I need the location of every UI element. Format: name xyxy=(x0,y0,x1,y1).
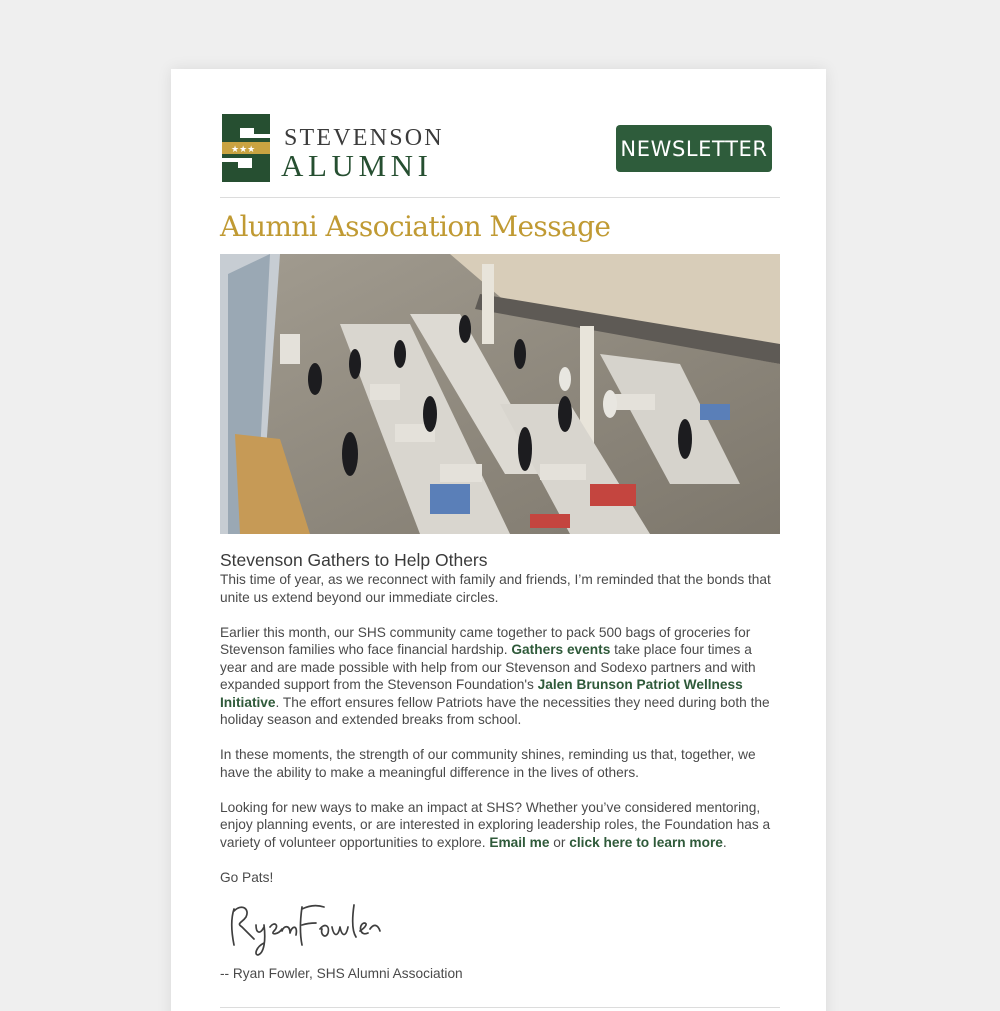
header-divider xyxy=(220,197,780,198)
email-me-link[interactable]: Email me xyxy=(489,834,550,850)
photo-illustration-icon xyxy=(220,254,780,534)
article-title: Stevenson Gathers to Help Others xyxy=(220,550,488,570)
signature-icon xyxy=(220,891,390,963)
paragraph-text: take place four times a year and are made possible with help from our Stevenson and Sodexo partners and with expanded support from the Stevenson Foundation's xyxy=(220,642,756,692)
signature-image xyxy=(220,891,780,963)
section-heading: Alumni Association Message xyxy=(220,210,611,243)
newsletter-badge: NEWSLETTER xyxy=(616,125,772,172)
paragraph-gathers xyxy=(220,624,780,729)
food-drive-photo xyxy=(220,254,780,534)
paragraph-community: In these moments, the strength of our community shines, reminding us that, together, we have the ability to make a meaningful difference in the lives of others. xyxy=(220,747,756,780)
closing-line: Go Pats! xyxy=(220,869,274,885)
gathers-events-link[interactable]: Gathers events xyxy=(511,642,611,657)
sign-off: -- Ryan Fowler, SHS Alumni Association xyxy=(220,966,463,981)
article-body xyxy=(220,549,780,983)
logo-wordmark-top: STEVENSON xyxy=(284,125,444,151)
learn-more-link[interactable]: click here to learn more xyxy=(569,834,723,850)
newsletter-card xyxy=(171,69,826,1011)
svg-text:★★★: ★★★ xyxy=(231,145,256,155)
paragraph-text: or xyxy=(549,834,570,850)
footer-divider xyxy=(220,1007,780,1008)
newsletter-header xyxy=(220,111,780,187)
paragraph-volunteer xyxy=(220,799,780,852)
paragraph-text: . The effort ensures fellow Patriots have the necessities they need during both the holiday season and extended breaks from school. xyxy=(220,694,770,727)
s-shield-logo-icon xyxy=(220,112,272,184)
paragraph-intro: This time of year, as we reconnect with family and friends, I’m reminded that the bonds that unite us extend beyond our immediate circles. xyxy=(220,572,771,605)
wellness-initiative-link[interactable]: Jalen Brunson Patriot Wellness Initiative xyxy=(220,677,743,710)
logo-wordmark-bottom: ALUMNI xyxy=(281,148,433,183)
stevenson-alumni-logo[interactable] xyxy=(220,111,444,185)
paragraph-text: . xyxy=(722,834,727,850)
paragraph-text: Earlier this month, our SHS community came together to pack 500 bags of groceries for Stevenson families who face financial hardship. xyxy=(220,624,751,657)
paragraph-text: Looking for new ways to make an impact at SHS? Whether you’ve considered mentoring, enjoy planning events, or are interested in exploring leadership roles, the Foundation has a variety of volunteer opportunities to explore. xyxy=(220,799,771,850)
